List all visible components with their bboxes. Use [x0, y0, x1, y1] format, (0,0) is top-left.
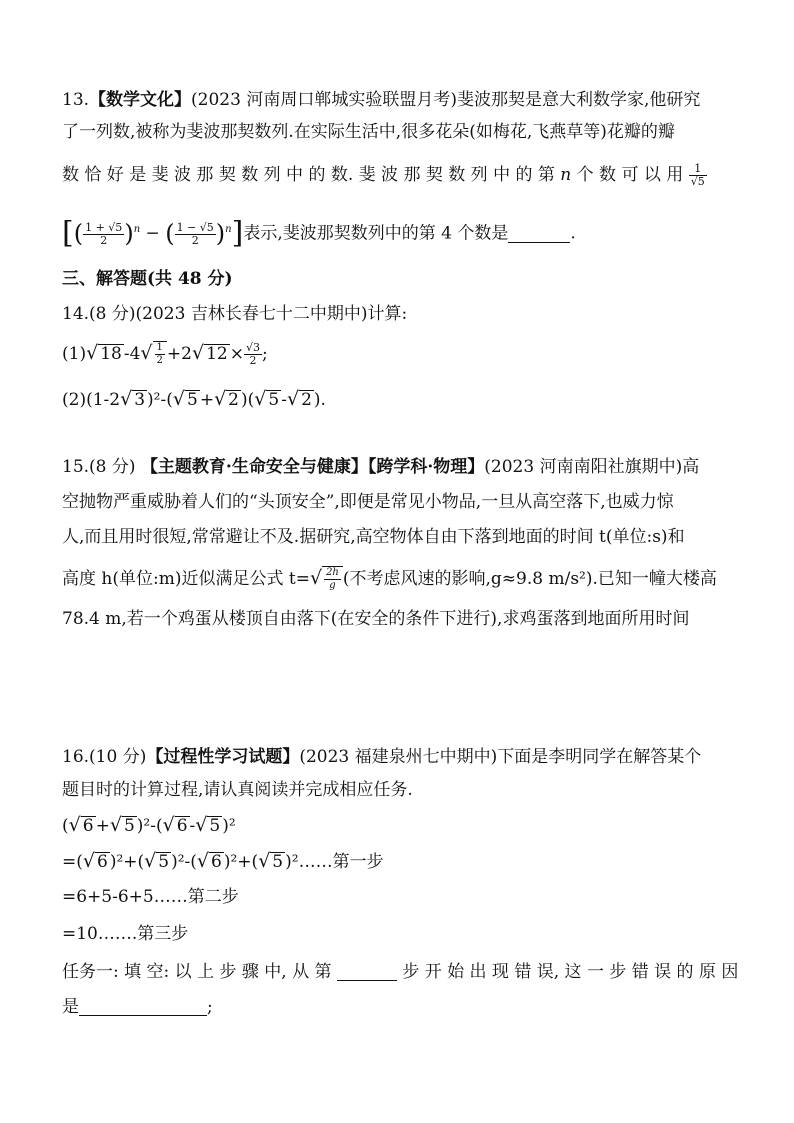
q14-header: 14.(8 分)(2023 吉林长春七十二中期中)计算: — [62, 304, 408, 324]
q13-line1 — [62, 88, 700, 112]
q14-part2: (2)(1-2√ 3 )²-(√ 5 +√ 2 )(√ 5 -√ 2 ). — [62, 388, 326, 410]
q13-formula-line: [( $\frac{1 + √5}{2}$ )$^n$ − ( $\frac{1 - √5}{2}$ )$^n$]表示,斐波那契数列中的第 4 个数是 . — [62, 215, 576, 251]
q16-task1-line2: 是 ; — [62, 997, 213, 1017]
q13-answer-blank[interactable] — [508, 224, 570, 243]
q13-formula-tail: 表示,斐波那契数列中的第 4 个数是 — [243, 223, 509, 244]
q13-one-over-sqrt5: $\frac{1}{√5}$ — [690, 162, 705, 188]
q13-line1-text: (2023 河南周口郸城实验联盟月考)斐波那契是意大利数学家,他研究 — [191, 90, 701, 110]
q15-line4: 高度 h(单位:m)近似满足公式 t=√ $\frac{2h}{g}$ (不考虑风速的影响,g≈9.8 m/s²).已知一幢大楼高 — [62, 567, 717, 591]
q16-line2: 题目时的计算过程,请认真阅读并完成相应任务. — [62, 780, 413, 800]
q15-tag1: 【主题教育·生命安全与健康】 — [140, 457, 368, 477]
q13-line3 — [62, 163, 707, 188]
q13-line3b-text: 个 数 可 以 用 — [576, 165, 684, 185]
section-title: 三、解答题(共 48 分) — [62, 269, 233, 289]
q13-tag: 【数学文化】 — [89, 90, 192, 110]
q15-tag2: 【跨学科·物理】 — [367, 457, 485, 477]
q16-step0: (√ 6 +√ 5 )²-(√ 6 -√ 5 )² — [62, 814, 236, 836]
q15-line5: 78.4 m,若一个鸡蛋从楼顶自由落下(在安全的条件下进行),求鸡蛋落到地面所用时间 — [62, 609, 690, 629]
q15-line1: 15.(8 分) 【主题教育·生命安全与健康】【跨学科·物理】(2023 河南南阳社旗期中)高 — [62, 457, 700, 477]
q16-step3: =10…….第三步 — [62, 924, 189, 944]
q13-number: 13. — [62, 90, 90, 110]
q16-task1-line1: 任务一: 填 空: 以 上 步 骤 中, 从 第 步 开 始 出 现 错 误, 这 一 步 错 误 的 原 因 — [62, 962, 739, 982]
q13-line3-text: 数 恰 好 是 斐 波 那 契 数 列 中 的 数. 斐 波 那 契 数 列 中 的 第 — [62, 165, 555, 185]
q16-step-blank[interactable] — [337, 962, 397, 981]
q16-tag: 【过程性学习试题】 — [146, 747, 300, 767]
q16-step2: =6+5-6+5……第二步 — [62, 887, 239, 907]
q13-formula-bracket-open: [ — [62, 215, 74, 251]
q16-line1: 16.(10 分)【过程性学习试题】(2023 福建泉州七中期中)下面是李明同学在解答某个 — [62, 747, 702, 767]
q15-line3: 人,而且用时很短,常常避让不及.据研究,高空物体自由下落到地面的时间 t(单位:s)和 — [62, 527, 685, 547]
q15-line2: 空抛物严重威胁着人们的“头顶安全”,即便是常见小物品,一旦从高空落下,也威力惊 — [62, 492, 674, 512]
q16-reason-blank[interactable] — [79, 997, 207, 1016]
q13-line2: 了一列数,被称为斐波那契数列.在实际生活中,很多花朵(如梅花,飞燕草等)花瓣的瓣 — [62, 122, 675, 142]
q16-step1: =(√ 6 )²+(√ 5 )²-(√ 6 )²+(√ 5 )²……第一步 — [62, 850, 384, 872]
q14-part1: (1)√ 18 -4√ $\frac{1}{2}$ +2√ 12 × $\frac{√3}{2}$ ; — [62, 341, 268, 367]
q13-var-n: n — [560, 165, 572, 185]
